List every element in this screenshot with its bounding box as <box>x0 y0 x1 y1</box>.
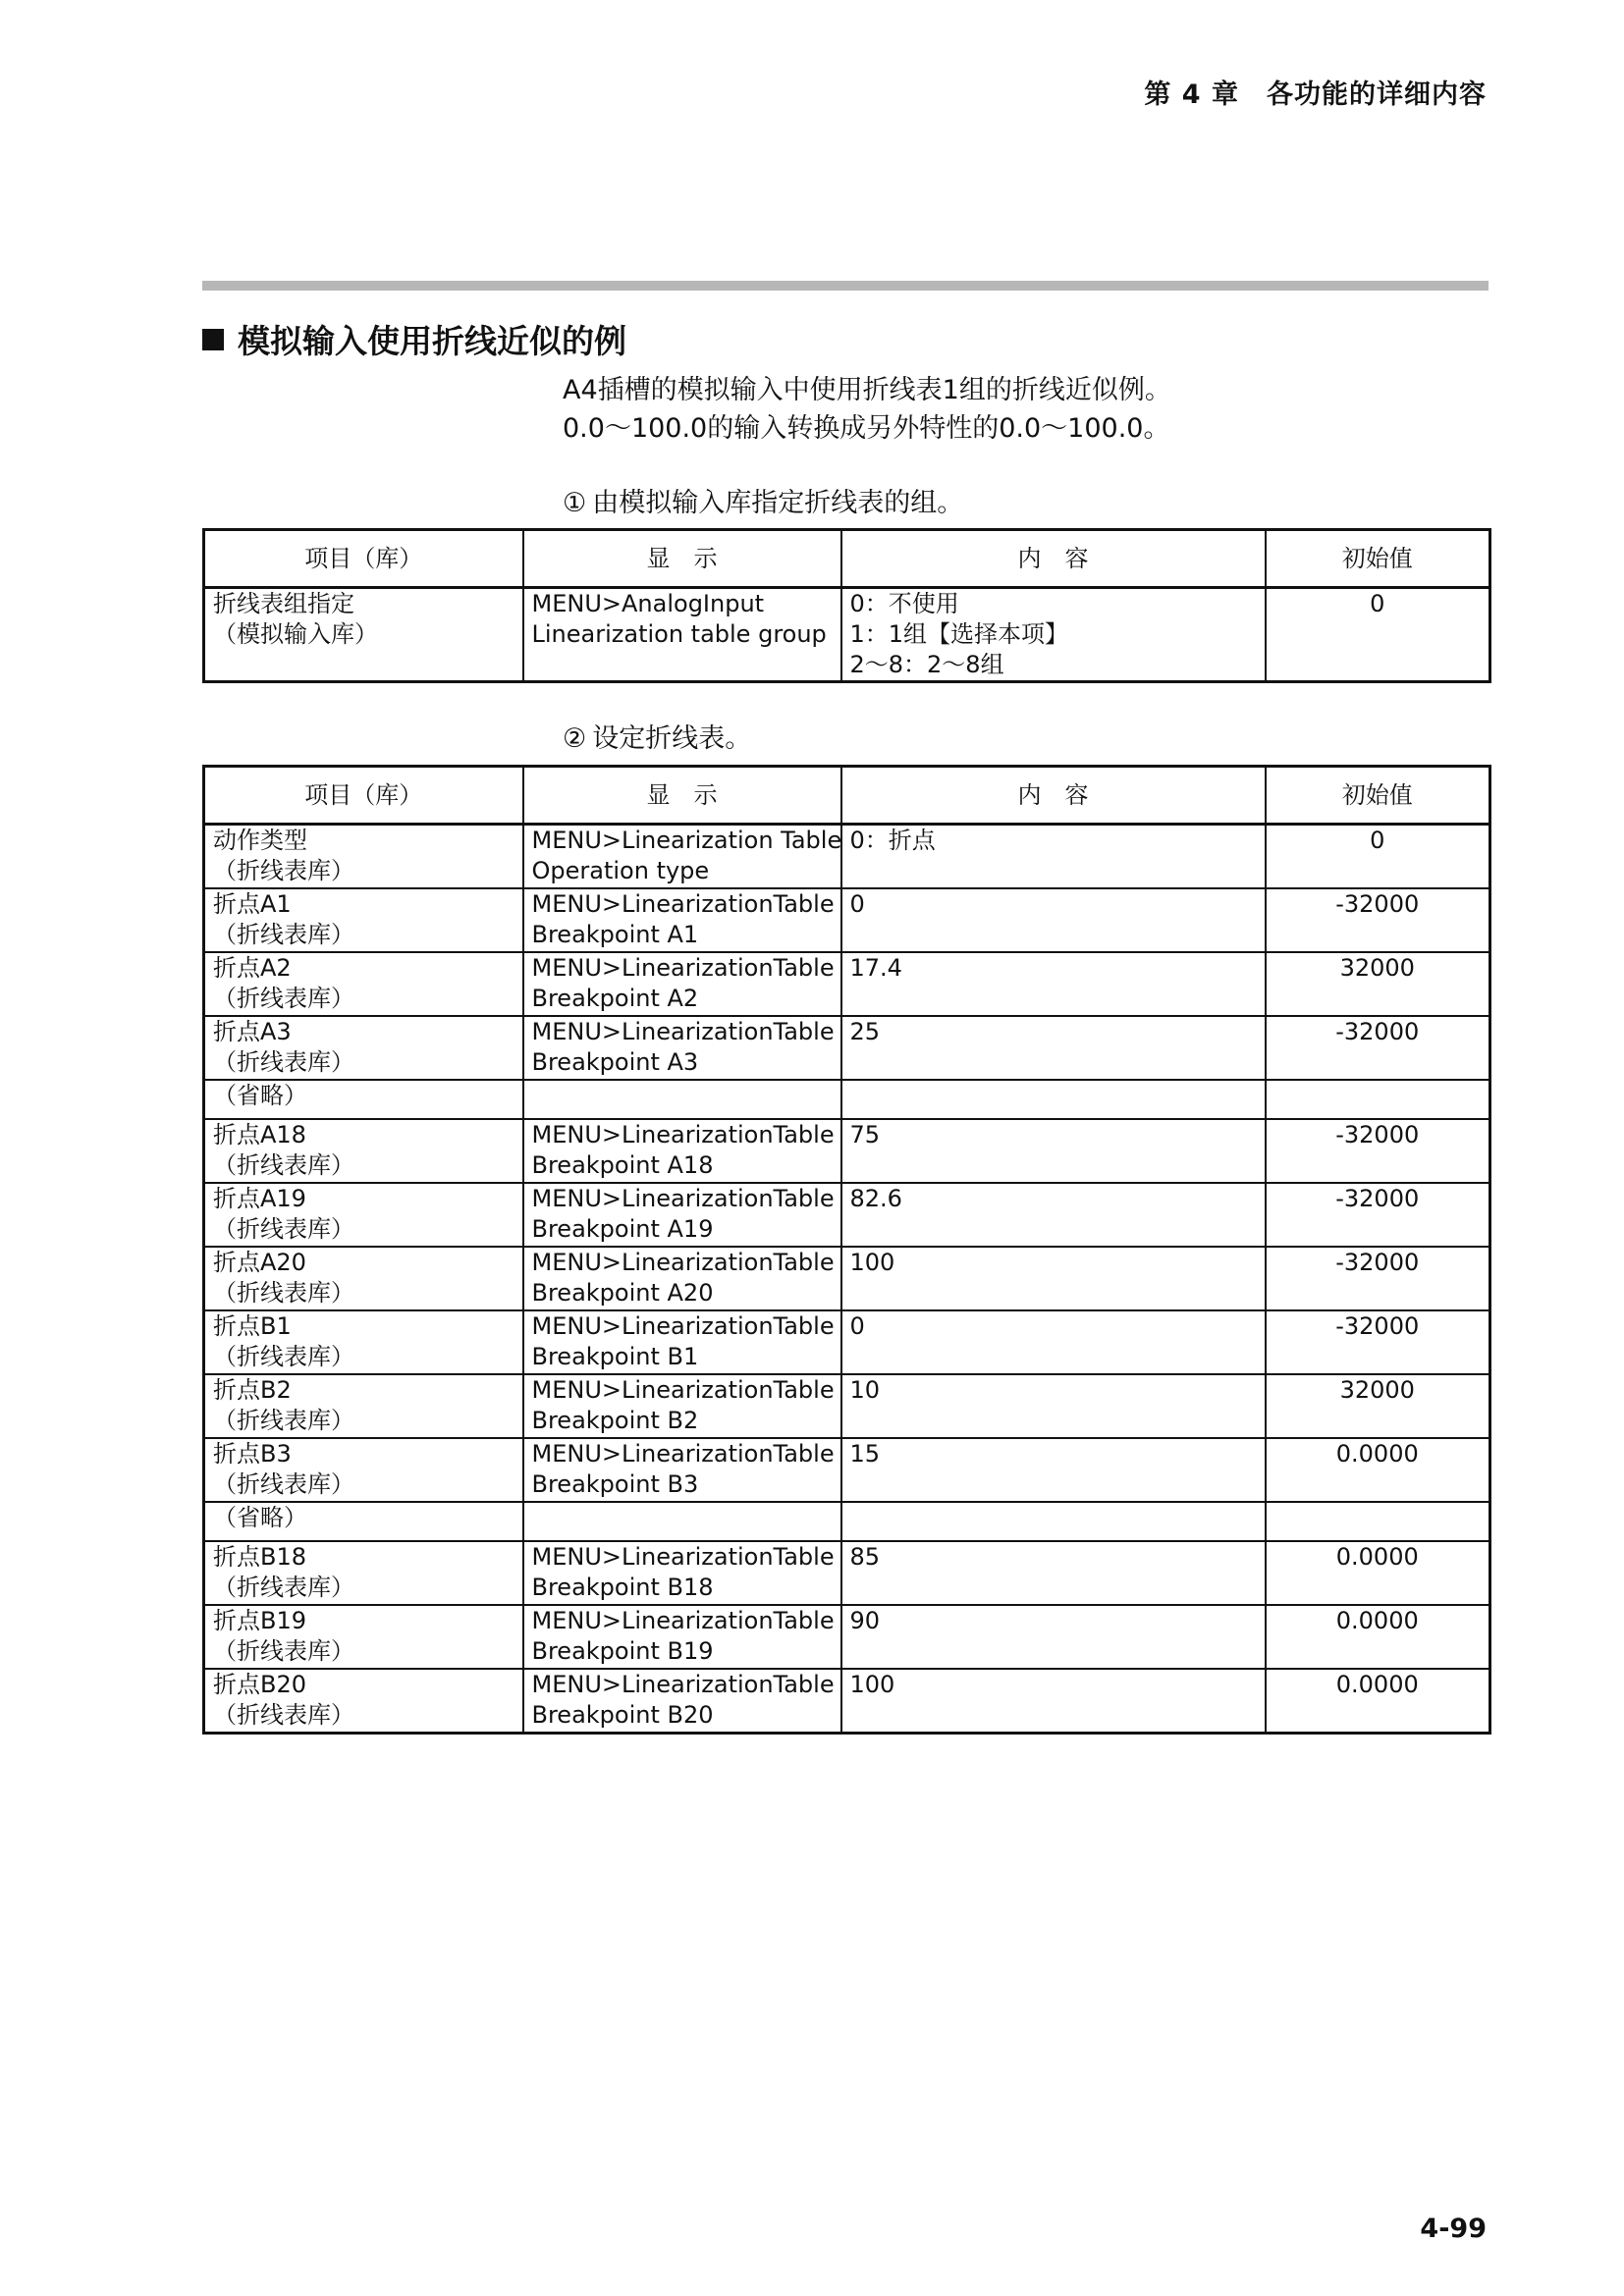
cell-content-line: 0：不使用 <box>849 590 959 617</box>
cell-initial: -32000 <box>1266 1183 1490 1247</box>
section-title-text: 模拟输入使用折线近似的例 <box>238 322 626 360</box>
column-header-initial: 初始值 <box>1266 530 1490 588</box>
cell-item-line: （省略） <box>213 1504 307 1531</box>
cell-content <box>841 1438 1266 1502</box>
cell-item-line: 动作类型 <box>213 827 307 854</box>
cell-display <box>523 1310 841 1374</box>
cell-content <box>841 1183 1266 1247</box>
table-row <box>204 1016 1490 1080</box>
cell-initial <box>1266 1080 1490 1119</box>
step-1-label: 由模拟输入库指定折线表的组。 <box>592 488 964 518</box>
cell-content <box>841 1502 1266 1541</box>
cell-display-line: MENU>LinearizationTable <box>531 954 835 982</box>
cell-initial: 0.0000 <box>1266 1669 1490 1734</box>
cell-display <box>523 888 841 952</box>
cell-display <box>523 1541 841 1605</box>
cell-item-line: 折点A20 <box>213 1249 306 1276</box>
cell-display-line: MENU>LinearizationTable <box>531 1018 835 1045</box>
cell-initial: 32000 <box>1266 1374 1490 1438</box>
cell-initial: -32000 <box>1266 888 1490 952</box>
cell-content-line: 15 <box>849 1440 881 1468</box>
cell-item-line: （折线表库） <box>213 1637 354 1665</box>
cell-content-line: 100 <box>849 1671 895 1698</box>
cell-item <box>204 1541 523 1605</box>
cell-content-line: 10 <box>849 1376 881 1404</box>
table-row <box>204 1310 1490 1374</box>
cell-display <box>523 1016 841 1080</box>
cell-content <box>841 1247 1266 1310</box>
cell-item-line: 折点A2 <box>213 954 292 982</box>
cell-item-line: （折线表库） <box>213 1470 354 1498</box>
square-bullet-icon <box>202 329 224 350</box>
cell-item <box>204 588 523 682</box>
table-row <box>204 1669 1490 1734</box>
cell-content-line: 2～8：2～8组 <box>849 651 1004 678</box>
cell-item-line: 折点B20 <box>213 1671 307 1698</box>
intro-line-1: A4插槽的模拟输入中使用折线表1组的折线近似例。 <box>563 375 1171 405</box>
cell-item <box>204 1080 523 1119</box>
group-setting-table <box>202 528 1491 683</box>
cell-display-line: Breakpoint B1 <box>531 1343 699 1370</box>
table-row <box>204 1438 1490 1502</box>
table-row <box>204 1374 1490 1438</box>
cell-initial <box>1266 1502 1490 1541</box>
cell-display-line: Breakpoint B20 <box>531 1701 714 1729</box>
cell-display <box>523 952 841 1016</box>
cell-content-line: 0 <box>849 1312 865 1340</box>
cell-content <box>841 888 1266 952</box>
cell-item-line: 折点B1 <box>213 1312 292 1340</box>
cell-initial: -32000 <box>1266 1310 1490 1374</box>
cell-display-line: MENU>LinearizationTable <box>531 1121 835 1148</box>
cell-display-line: Breakpoint B2 <box>531 1407 699 1434</box>
cell-content-line: 17.4 <box>849 954 902 982</box>
cell-item <box>204 952 523 1016</box>
cell-display-line: MENU>LinearizationTable <box>531 1440 835 1468</box>
step-2-number: ② <box>563 723 587 754</box>
table-row <box>204 1080 1490 1119</box>
cell-display <box>523 1080 841 1119</box>
cell-content <box>841 1310 1266 1374</box>
cell-item-line: 折点A1 <box>213 890 292 918</box>
cell-content <box>841 1080 1266 1119</box>
cell-initial: -32000 <box>1266 1247 1490 1310</box>
table-row <box>204 588 1490 682</box>
cell-display <box>523 1502 841 1541</box>
cell-item <box>204 1502 523 1541</box>
cell-display-line: Breakpoint A18 <box>531 1151 714 1179</box>
cell-content <box>841 1016 1266 1080</box>
cell-item <box>204 1016 523 1080</box>
cell-display <box>523 1247 841 1310</box>
cell-display-line: Breakpoint B3 <box>531 1470 699 1498</box>
table-header-row <box>204 767 1490 825</box>
cell-display-line: MENU>Linearization Table <box>531 827 842 854</box>
column-header-content: 内 容 <box>841 530 1266 588</box>
cell-item-line: 折点B3 <box>213 1440 292 1468</box>
cell-initial: 32000 <box>1266 952 1490 1016</box>
column-header-item: 项目（库） <box>204 767 523 825</box>
cell-item <box>204 1119 523 1183</box>
cell-initial: 0.0000 <box>1266 1541 1490 1605</box>
cell-item-line: （折线表库） <box>213 985 354 1012</box>
step-1-number: ① <box>563 488 587 518</box>
column-header-initial: 初始值 <box>1266 767 1490 825</box>
cell-item-line: 折线表组指定 <box>213 590 354 617</box>
cell-content-line: 0：折点 <box>849 827 936 854</box>
cell-item-line: 折点A19 <box>213 1185 306 1212</box>
table-row <box>204 952 1490 1016</box>
cell-content-line: 85 <box>849 1543 881 1571</box>
intro-line-2: 0.0～100.0的输入转换成另外特性的0.0～100.0。 <box>563 413 1170 444</box>
cell-item-line: 折点B2 <box>213 1376 292 1404</box>
table-row <box>204 1247 1490 1310</box>
cell-display-line: MENU>LinearizationTable <box>531 1249 835 1276</box>
cell-display-line: MENU>LinearizationTable <box>531 1312 835 1340</box>
table-row <box>204 1183 1490 1247</box>
cell-item <box>204 1310 523 1374</box>
chapter-header: 第 4 章 各功能的详细内容 <box>1144 80 1487 110</box>
table-row <box>204 888 1490 952</box>
table-row <box>204 1605 1490 1669</box>
cell-initial: 0.0000 <box>1266 1438 1490 1502</box>
cell-display-line: Breakpoint A2 <box>531 985 699 1012</box>
cell-item-line: （折线表库） <box>213 1343 354 1370</box>
cell-initial: 0.0000 <box>1266 1605 1490 1669</box>
cell-item-line: （折线表库） <box>213 1279 354 1307</box>
table-header-row <box>204 530 1490 588</box>
cell-item <box>204 1247 523 1310</box>
cell-display-line: MENU>LinearizationTable <box>531 1543 835 1571</box>
cell-display <box>523 1119 841 1183</box>
cell-content <box>841 825 1266 889</box>
cell-content-line: 100 <box>849 1249 895 1276</box>
cell-item-line: （折线表库） <box>213 1574 354 1601</box>
cell-content-line: 25 <box>849 1018 881 1045</box>
cell-item-line: （省略） <box>213 1082 307 1109</box>
cell-item-line: 折点A3 <box>213 1018 292 1045</box>
cell-display <box>523 1605 841 1669</box>
cell-content <box>841 1669 1266 1734</box>
cell-content-line: 75 <box>849 1121 881 1148</box>
cell-item <box>204 1374 523 1438</box>
cell-item <box>204 1605 523 1669</box>
step-1-heading <box>563 481 963 519</box>
cell-item <box>204 825 523 889</box>
cell-display-line: Breakpoint B19 <box>531 1637 714 1665</box>
cell-content-line: 82.6 <box>849 1185 902 1212</box>
cell-item-line: （折线表库） <box>213 857 354 884</box>
cell-initial: -32000 <box>1266 1119 1490 1183</box>
cell-display-line: Breakpoint B18 <box>531 1574 714 1601</box>
cell-display <box>523 1183 841 1247</box>
cell-display <box>523 1438 841 1502</box>
step-2-label: 设定折线表。 <box>592 723 752 754</box>
page-number: 4-99 <box>1420 2214 1487 2244</box>
cell-display-line: Breakpoint A19 <box>531 1215 714 1243</box>
table-row <box>204 1502 1490 1541</box>
cell-initial: 0 <box>1266 825 1490 889</box>
cell-display-line: Linearization table group <box>531 620 827 648</box>
cell-item-line: （折线表库） <box>213 1215 354 1243</box>
cell-item-line: （模拟输入库） <box>213 620 378 648</box>
cell-content <box>841 588 1266 682</box>
column-header-item: 项目（库） <box>204 530 523 588</box>
cell-item-line: （折线表库） <box>213 1701 354 1729</box>
cell-display-line: MENU>LinearizationTable <box>531 1671 835 1698</box>
cell-display <box>523 1374 841 1438</box>
cell-item-line: （折线表库） <box>213 1407 354 1434</box>
linearization-table <box>202 765 1491 1735</box>
column-header-display: 显 示 <box>523 530 841 588</box>
cell-item <box>204 1438 523 1502</box>
cell-initial: 0 <box>1266 588 1490 682</box>
column-header-content: 内 容 <box>841 767 1266 825</box>
cell-display-line: Breakpoint A3 <box>531 1048 699 1076</box>
cell-display-line: MENU>LinearizationTable <box>531 1607 835 1634</box>
cell-display-line: Breakpoint A1 <box>531 921 699 948</box>
table-row <box>204 825 1490 889</box>
cell-content-line: 0 <box>849 890 865 918</box>
cell-item <box>204 1183 523 1247</box>
cell-item-line: 折点B18 <box>213 1543 307 1571</box>
cell-content-line: 1：1组【选择本项】 <box>849 620 1069 648</box>
cell-initial: -32000 <box>1266 1016 1490 1080</box>
cell-content <box>841 1119 1266 1183</box>
cell-item-line: （折线表库） <box>213 1048 354 1076</box>
table-row <box>204 1119 1490 1183</box>
cell-content <box>841 1374 1266 1438</box>
cell-display <box>523 825 841 889</box>
cell-item-line: 折点A18 <box>213 1121 306 1148</box>
cell-content <box>841 1605 1266 1669</box>
cell-display-line: MENU>AnalogInput <box>531 590 765 617</box>
cell-content <box>841 1541 1266 1605</box>
cell-item-line: （折线表库） <box>213 1151 354 1179</box>
cell-display-line: Operation type <box>531 857 710 884</box>
cell-display-line: Breakpoint A20 <box>531 1279 714 1307</box>
table-row <box>204 1541 1490 1605</box>
step-2-heading <box>563 717 751 755</box>
cell-display-line: MENU>LinearizationTable <box>531 1185 835 1212</box>
cell-display-line: MENU>LinearizationTable <box>531 890 835 918</box>
cell-item <box>204 888 523 952</box>
section-title <box>202 316 626 362</box>
cell-display <box>523 1669 841 1734</box>
cell-content-line: 90 <box>849 1607 881 1634</box>
cell-item-line: 折点B19 <box>213 1607 307 1634</box>
cell-display <box>523 588 841 682</box>
cell-content <box>841 952 1266 1016</box>
column-header-display: 显 示 <box>523 767 841 825</box>
cell-display-line: MENU>LinearizationTable <box>531 1376 835 1404</box>
cell-item-line: （折线表库） <box>213 921 354 948</box>
cell-item <box>204 1669 523 1734</box>
section-rule <box>202 281 1489 291</box>
